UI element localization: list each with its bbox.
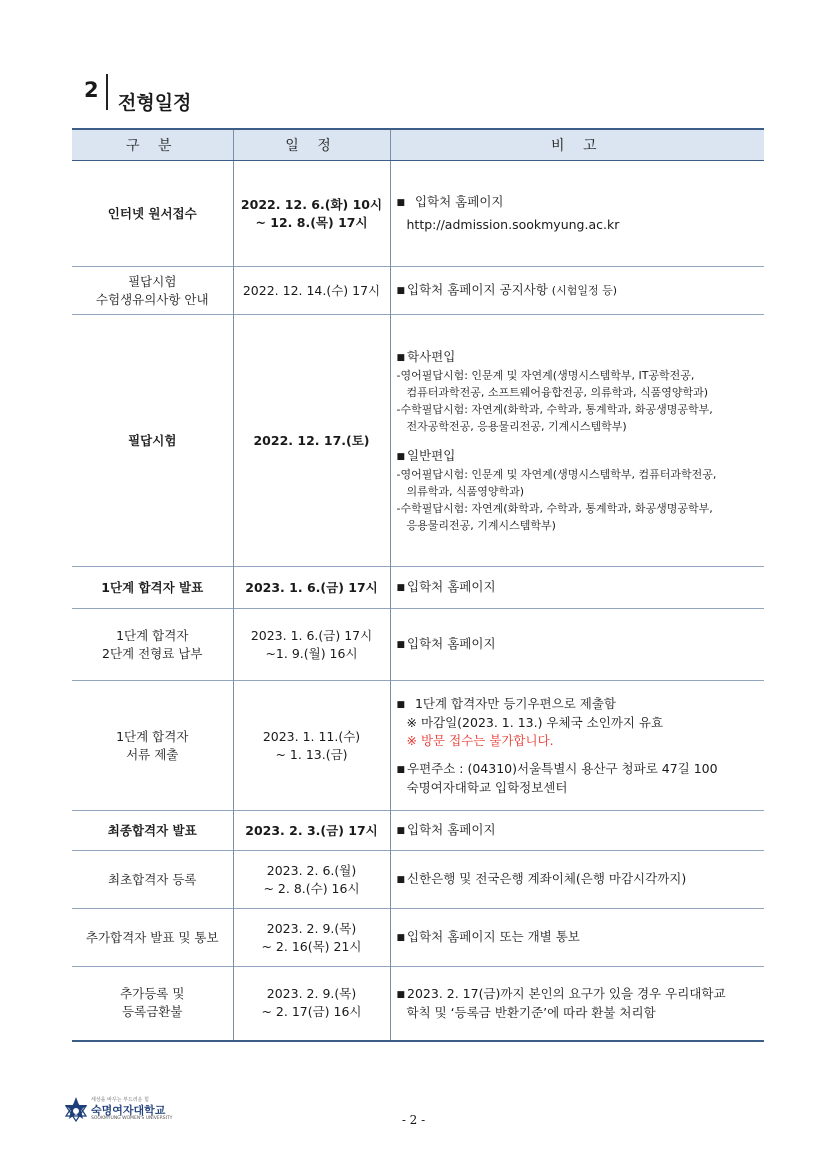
- table-row: [72, 609, 764, 681]
- row-note: ■ 입학처 홈페이지 공지사항 (시험일정 등): [390, 267, 764, 315]
- row-note: ■ 입학처 홈페이지: [390, 609, 764, 681]
- table-row: [72, 161, 764, 267]
- section-divider: [106, 74, 108, 110]
- row-date: 2023. 2. 3.(금) 17시: [233, 811, 390, 851]
- row-category: 필답시험 수험생유의사항 안내: [72, 267, 233, 315]
- row-category: 필답시험: [72, 315, 233, 567]
- table-row: [72, 851, 764, 909]
- section-title: 전형일정: [118, 92, 192, 114]
- row-note: ■ 입학처 홈페이지: [390, 811, 764, 851]
- header-schedule: 일 정: [233, 129, 390, 161]
- row-date: 2023. 1. 6.(금) 17시 ~1. 9.(월) 16시: [233, 609, 390, 681]
- table-row: [72, 567, 764, 609]
- table-row: [72, 967, 764, 1041]
- row-category: 추가등록 및 등록금환불: [72, 967, 233, 1041]
- row-date: 2022. 12. 6.(화) 10시 ~ 12. 8.(목) 17시: [233, 161, 390, 267]
- row-category: 추가합격자 발표 및 통보: [72, 909, 233, 967]
- table-row: [72, 909, 764, 967]
- row-note: ■ 학사편입 -영어필답시험: 인문계 및 자연계(생명시스템학부, IT공학전공, 컴퓨터과학전공, 소프트웨어융합전공, 의류학과, 식품영양학과) -수학필답시험: 자연계(화학과, 수학과, 통계학과, 화공생명공학부, 전자공학전공, 응용물리전공, 기계시스템학부) ■ 일반편입 -영어필답시험: 인문계 및 자연계(생명시스템학부, 컴퓨터과학전공, 의류학과, 식품영양학과) -수학필답시험: 자연계(화학과, 수학과, 통계학과, 화공생명공학부, 응용물리전공, 기계시스템학부): [390, 315, 764, 567]
- row-date: 2023. 1. 11.(수) ~ 1. 13.(금): [233, 681, 390, 811]
- logo-tagline: 세상을 바꾸는 부드러운 힘: [91, 1097, 149, 1103]
- row-note: ■ 2023. 2. 17(금)까지 본인의 요구가 있을 경우 우리대학교 학칙 및 ‘등록금 반환기준’에 따라 환불 처리함: [390, 967, 764, 1041]
- row-category: 1단계 합격자 2단계 전형료 납부: [72, 609, 233, 681]
- row-date: 2022. 12. 14.(수) 17시: [233, 267, 390, 315]
- row-date: 2023. 2. 9.(목) ~ 2. 16(목) 21시: [233, 909, 390, 967]
- header-category: 구 분: [72, 129, 233, 161]
- row-note: ■ 입학처 홈페이지: [390, 567, 764, 609]
- row-category: 인터넷 원서접수: [72, 161, 233, 267]
- table-row: [72, 681, 764, 811]
- row-note: ■ 입학처 홈페이지 http://admission.sookmyung.ac.kr: [390, 161, 764, 267]
- row-category: 1단계 합격자 발표: [72, 567, 233, 609]
- schedule-table: [72, 128, 764, 1042]
- row-date: 2023. 1. 6.(금) 17시: [233, 567, 390, 609]
- admission-url: http://admission.sookmyung.ac.kr: [406, 217, 620, 232]
- table-header-row: [72, 129, 764, 161]
- row-date: 2023. 2. 9.(목) ~ 2. 17(금) 16시: [233, 967, 390, 1041]
- row-note: ■ 입학처 홈페이지 또는 개별 통보: [390, 909, 764, 967]
- logo-english-name: SOOKMYUNG WOMEN'S UNIVERSITY: [91, 1116, 173, 1121]
- row-note: ■ 신한은행 및 전국은행 계좌이체(은행 마감시각까지): [390, 851, 764, 909]
- row-category: 1단계 합격자 서류 제출: [72, 681, 233, 811]
- logo-name: 숙명여자대학교: [91, 1104, 166, 1117]
- header-remarks: 비 고: [390, 129, 764, 161]
- warning-text: ※ 방문 접수는 불가합니다.: [406, 732, 554, 748]
- table-row: [72, 811, 764, 851]
- table-row: [72, 315, 764, 567]
- row-category: 최초합격자 등록: [72, 851, 233, 909]
- row-date: 2022. 12. 17.(토): [233, 315, 390, 567]
- page-number: - 2 -: [401, 1113, 426, 1127]
- row-note: ■ 1단계 합격자만 등기우편으로 제출함 ※ 마감일(2023. 1. 13.) 우체국 소인까지 유효 ※ 방문 접수는 불가합니다. ■ 우편주소 : (04310)서울특별시 용산구 청파로 47길 100 숙명여자대학교 입학정보센터: [390, 681, 764, 811]
- row-category: 최종합격자 발표: [72, 811, 233, 851]
- row-date: 2023. 2. 6.(월) ~ 2. 8.(수) 16시: [233, 851, 390, 909]
- section-number: 2: [84, 78, 99, 102]
- table-row: [72, 267, 764, 315]
